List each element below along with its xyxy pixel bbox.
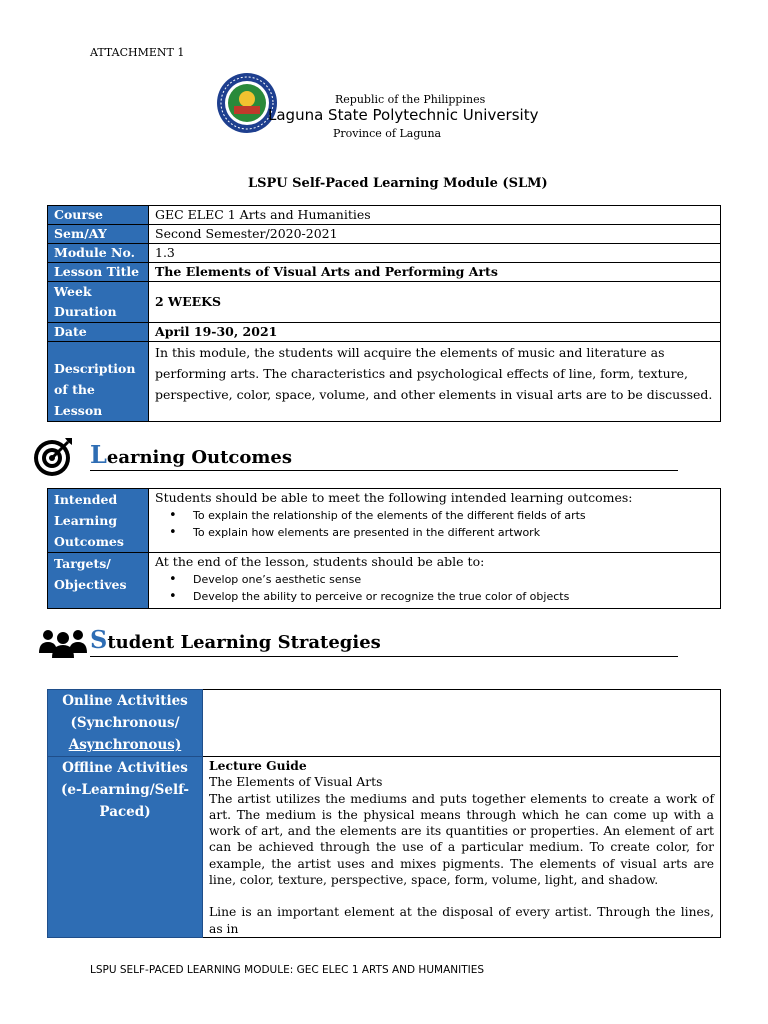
online-label-line: Online Activities [62,693,188,709]
sem-label: Sem/AY [48,225,149,244]
module-info-table [47,205,721,422]
intended-list [155,507,714,541]
page-footer: LSPU SELF-PACED LEARNING MODULE: GEC ELEC 1 ARTS AND HUMANITIES [90,964,485,976]
university-seal-logo [216,72,278,134]
module-no-value: 1.3 [149,244,721,263]
table-row [48,690,721,757]
table-row [48,225,721,244]
lecture-heading: Lecture Guide [209,758,307,773]
intended-outcomes-cell [149,489,721,553]
table-row [48,323,721,342]
target-icon [32,436,74,478]
course-label: Course [48,206,149,225]
description-value: In this module, the students will acquire the elements of music and literature as performing arts. The characteristics and psychological effects of line, form, texture, perspective, color, space, volume, and other elements in visual arts are to be discussed. [149,342,721,422]
week-duration-value: 2 WEEKS [149,282,721,323]
offline-activities-label: Offline Activities (e-Learning/Self-Paced) [48,757,203,938]
lecture-paragraph: Line is an important element at the disposal of every artist. Through the lines, as in [209,905,714,936]
intended-intro: Students should be able to meet the following intended learning outcomes: [155,490,633,505]
sem-value: Second Semester/2020-2021 [149,225,721,244]
province-text: Province of Laguna [333,127,442,140]
group-people-icon [38,626,88,658]
targets-intro: At the end of the lesson, students should be able to: [155,554,485,569]
strategies-table [47,689,721,938]
table-row [48,342,721,422]
online-activities-label [48,690,203,757]
online-label-line: (Synchronous/ [70,715,180,731]
targets-cell [149,553,721,609]
heading-underline [90,656,678,657]
list-item: • Develop one’s aesthetic sense [193,571,714,588]
offline-activities-cell [203,757,721,938]
online-activities-cell [203,690,721,757]
table-row [48,553,721,609]
course-value: GEC ELEC 1 Arts and Humanities [149,206,721,225]
list-item: • Develop the ability to perceive or recognize the true color of objects [193,588,714,605]
lecture-paragraph: The artist utilizes the mediums and puts together elements to create a work of art. The medium is the physical means through which he can come up with a work of art, and the elements are its quantities or properties. An element of art can be achieved through the use of a particular medium. To create color, for example, the artist uses and mixes pigments. The elements of visual arts are line, color, texture, perspective, space, form, volume, light, and shadow. [209,791,714,888]
heading-underline [90,470,678,471]
intended-outcomes-label: Intended Learning Outcomes [48,489,149,553]
heading-text: earning Outcomes [106,447,293,468]
table-row [48,489,721,553]
week-duration-label: Week Duration [48,282,149,323]
heading-text: tudent Learning Strategies [107,632,381,653]
outcomes-table [47,488,721,609]
description-label: Description of the Lesson [48,342,149,422]
lesson-title-value: The Elements of Visual Arts and Performing Arts [149,263,721,282]
table-row [48,263,721,282]
republic-text: Republic of the Philippines [335,93,486,106]
targets-label: Targets/ Objectives [48,553,149,609]
heading-initial: L [90,440,107,469]
list-item: • To explain the relationship of the elements of the different fields of arts [193,507,714,524]
table-row [48,757,721,938]
learning-outcomes-heading [90,440,292,469]
date-label: Date [48,323,149,342]
list-item: • To explain how elements are presented in the different artwork [193,524,714,541]
attachment-label: ATTACHMENT 1 [90,46,185,59]
table-row [48,244,721,263]
online-label-line: Asynchronous) [68,737,182,753]
heading-initial: S [90,625,108,654]
strategies-heading [90,625,381,654]
date-value: April 19-30, 2021 [149,323,721,342]
lesson-title-label: Lesson Title [48,263,149,282]
table-row [48,282,721,323]
university-name: Laguna State Polytechnic University [268,106,539,124]
module-no-label: Module No. [48,244,149,263]
table-row [48,206,721,225]
module-title: LSPU Self-Paced Learning Module (SLM) [248,176,548,191]
targets-list [155,571,714,605]
lecture-subheading: The Elements of Visual Arts [209,775,383,790]
